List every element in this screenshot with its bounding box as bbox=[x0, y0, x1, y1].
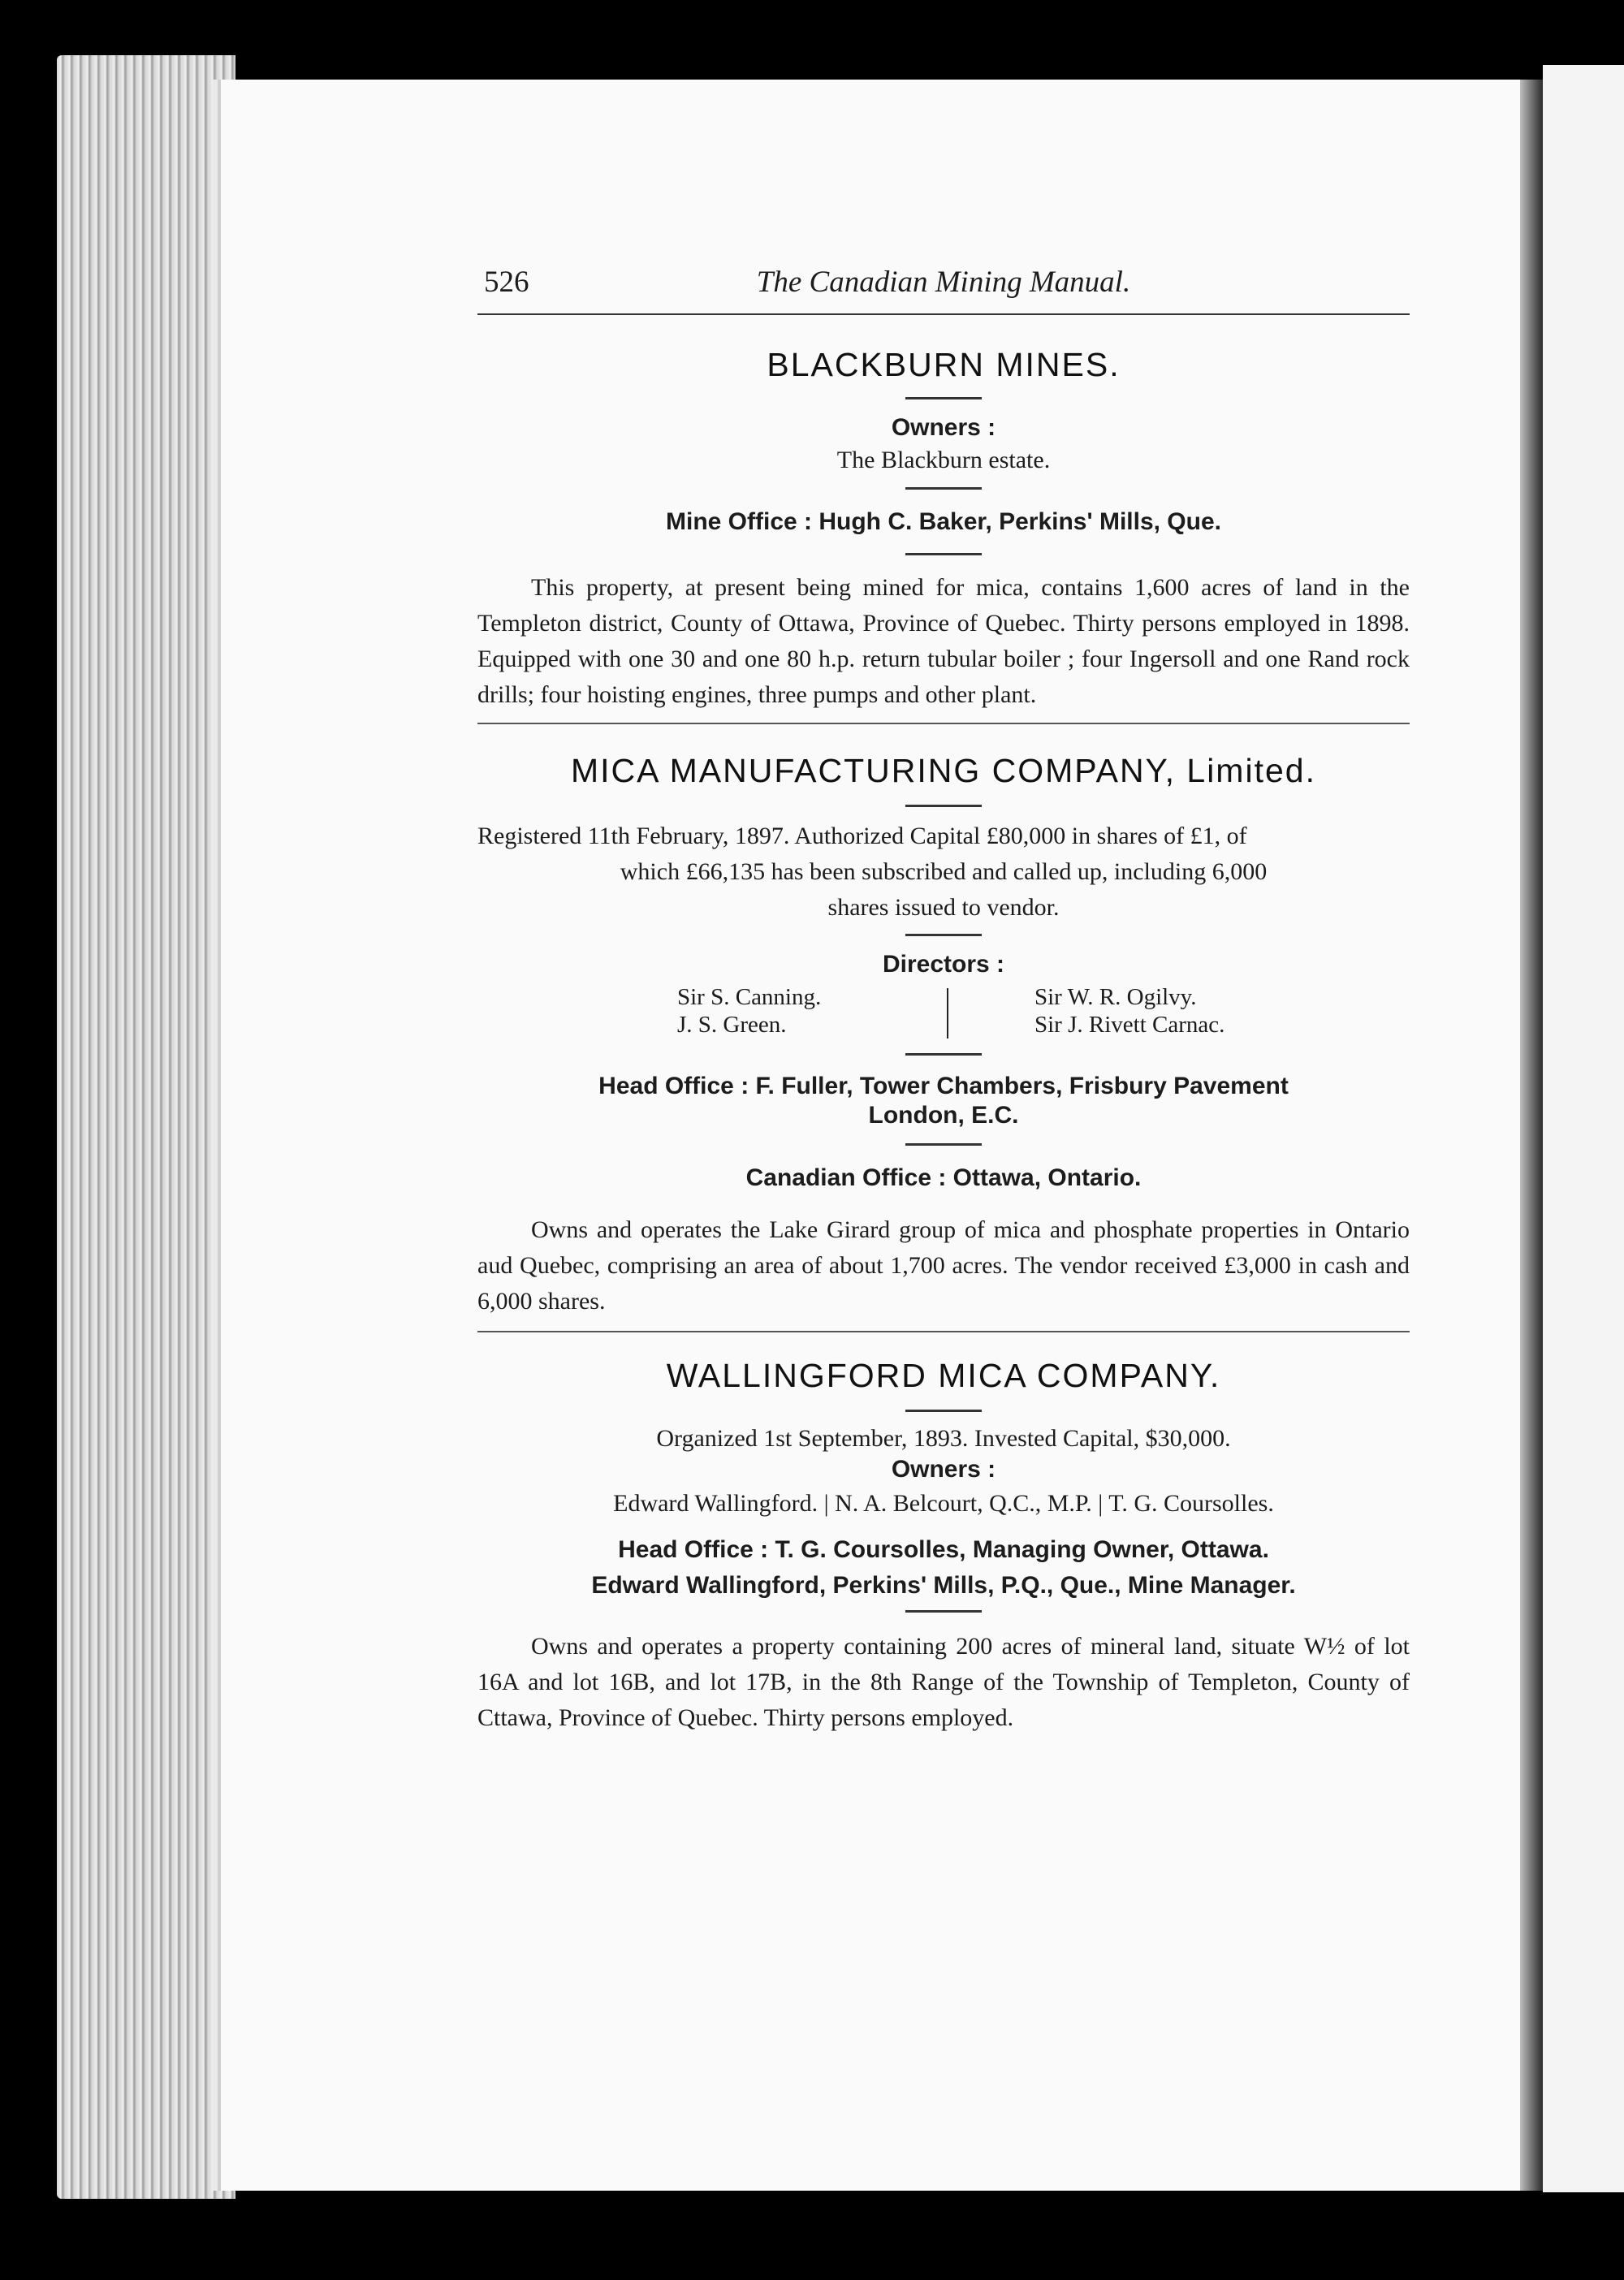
owners-label: Owners : bbox=[891, 414, 996, 441]
registration-block bbox=[477, 818, 1410, 926]
page-number: 526 bbox=[484, 266, 529, 299]
divider bbox=[905, 397, 982, 399]
section-rule bbox=[477, 1331, 1410, 1332]
head-office-line: Head Office : T. G. Coursolles, Managing Owner, Ottawa. bbox=[618, 1536, 1269, 1563]
section-rule bbox=[477, 723, 1410, 724]
mine-manager-line: Edward Wallingford, Perkins' Mills, P.Q., Que., Mine Manager. bbox=[591, 1572, 1296, 1599]
head-office-line: London, E.C. bbox=[868, 1102, 1019, 1129]
column-separator bbox=[947, 988, 948, 1039]
header-rule bbox=[477, 313, 1410, 315]
running-title: The Canadian Mining Manual. bbox=[756, 266, 1131, 299]
owners-value: Edward Wallingford. | N. A. Belcourt, Q.C., M.P. | T. G. Coursolles. bbox=[613, 1490, 1274, 1517]
registration-line: shares issued to vendor. bbox=[827, 894, 1060, 921]
divider bbox=[905, 1410, 982, 1412]
facing-page-edge bbox=[1543, 65, 1624, 2192]
divider bbox=[905, 805, 982, 807]
directors-left-column bbox=[677, 983, 821, 1039]
owners-value: The Blackburn estate. bbox=[836, 447, 1051, 473]
page-content bbox=[477, 258, 1410, 1736]
registration-line: which £66,135 has been subscribed and called up, including 6,000 bbox=[620, 858, 1268, 885]
director-name: J. S. Green. bbox=[677, 1012, 787, 1038]
description-paragraph: Owns and operates the Lake Girard group of mica and phosphate properties in Ontario aud Quebec, comprising an area of about 1,700 acres. The vendor received £3,000 in cash and 6,000 shares. bbox=[477, 1216, 1410, 1315]
mine-office: Mine Office : Hugh C. Baker, Perkins' Mills, Que. bbox=[666, 508, 1221, 535]
description-paragraph: Owns and operates a property containing 200 acres of mineral land, situate W½ of lot 16A and lot 16B, and lot 17B, in the 8th Range of the Township of Templeton, County of Cttawa, Province of Quebec. Thirty persons employed. bbox=[477, 1633, 1410, 1731]
divider bbox=[905, 1053, 982, 1056]
head-office-line: Head Office : F. Fuller, Tower Chambers, Frisbury Pavement bbox=[598, 1073, 1289, 1099]
director-name: Sir S. Canning. bbox=[677, 984, 822, 1010]
divider bbox=[905, 934, 982, 936]
running-head bbox=[477, 258, 1410, 302]
section-title-mica-manufacturing: MICA MANUFACTURING COMPANY, Limited. bbox=[571, 752, 1316, 789]
directors-list bbox=[477, 983, 1410, 1042]
director-name: Sir J. Rivett Carnac. bbox=[1034, 1012, 1225, 1038]
organized-line: Organized 1st September, 1893. Invested Capital, $30,000. bbox=[656, 1425, 1231, 1452]
divider bbox=[905, 1143, 982, 1146]
divider bbox=[905, 487, 982, 490]
book-gutter bbox=[1520, 80, 1543, 2191]
head-office-block bbox=[477, 1535, 1410, 1600]
directors-label: Directors : bbox=[882, 951, 1005, 978]
directors-right-column bbox=[1034, 983, 1224, 1039]
section-title-blackburn: BLACKBURN MINES. bbox=[767, 346, 1121, 383]
head-office-block bbox=[477, 1072, 1410, 1130]
divider bbox=[905, 1610, 982, 1613]
canadian-office: Canadian Office : Ottawa, Ontario. bbox=[745, 1164, 1142, 1191]
book-page-edges bbox=[57, 55, 235, 2199]
description-paragraph: This property, at present being mined for mica, contains 1,600 acres of land in the Templeton district, County of Ottawa, Province of Quebec. Thirty persons employed in 1898. Equipped with one 30 and one 80 h.p. return tubular boiler ; four Ingersoll and one Rand rock drills; four hoisting engines, three pumps and other plant. bbox=[477, 574, 1410, 708]
divider bbox=[905, 553, 982, 555]
section-title-wallingford: WALLINGFORD MICA COMPANY. bbox=[666, 1357, 1221, 1394]
director-name: Sir W. R. Ogilvy. bbox=[1034, 984, 1197, 1010]
owners-label: Owners : bbox=[891, 1456, 996, 1483]
registration-line: Registered 11th February, 1897. Authorized Capital £80,000 in shares of £1, of bbox=[477, 823, 1247, 849]
